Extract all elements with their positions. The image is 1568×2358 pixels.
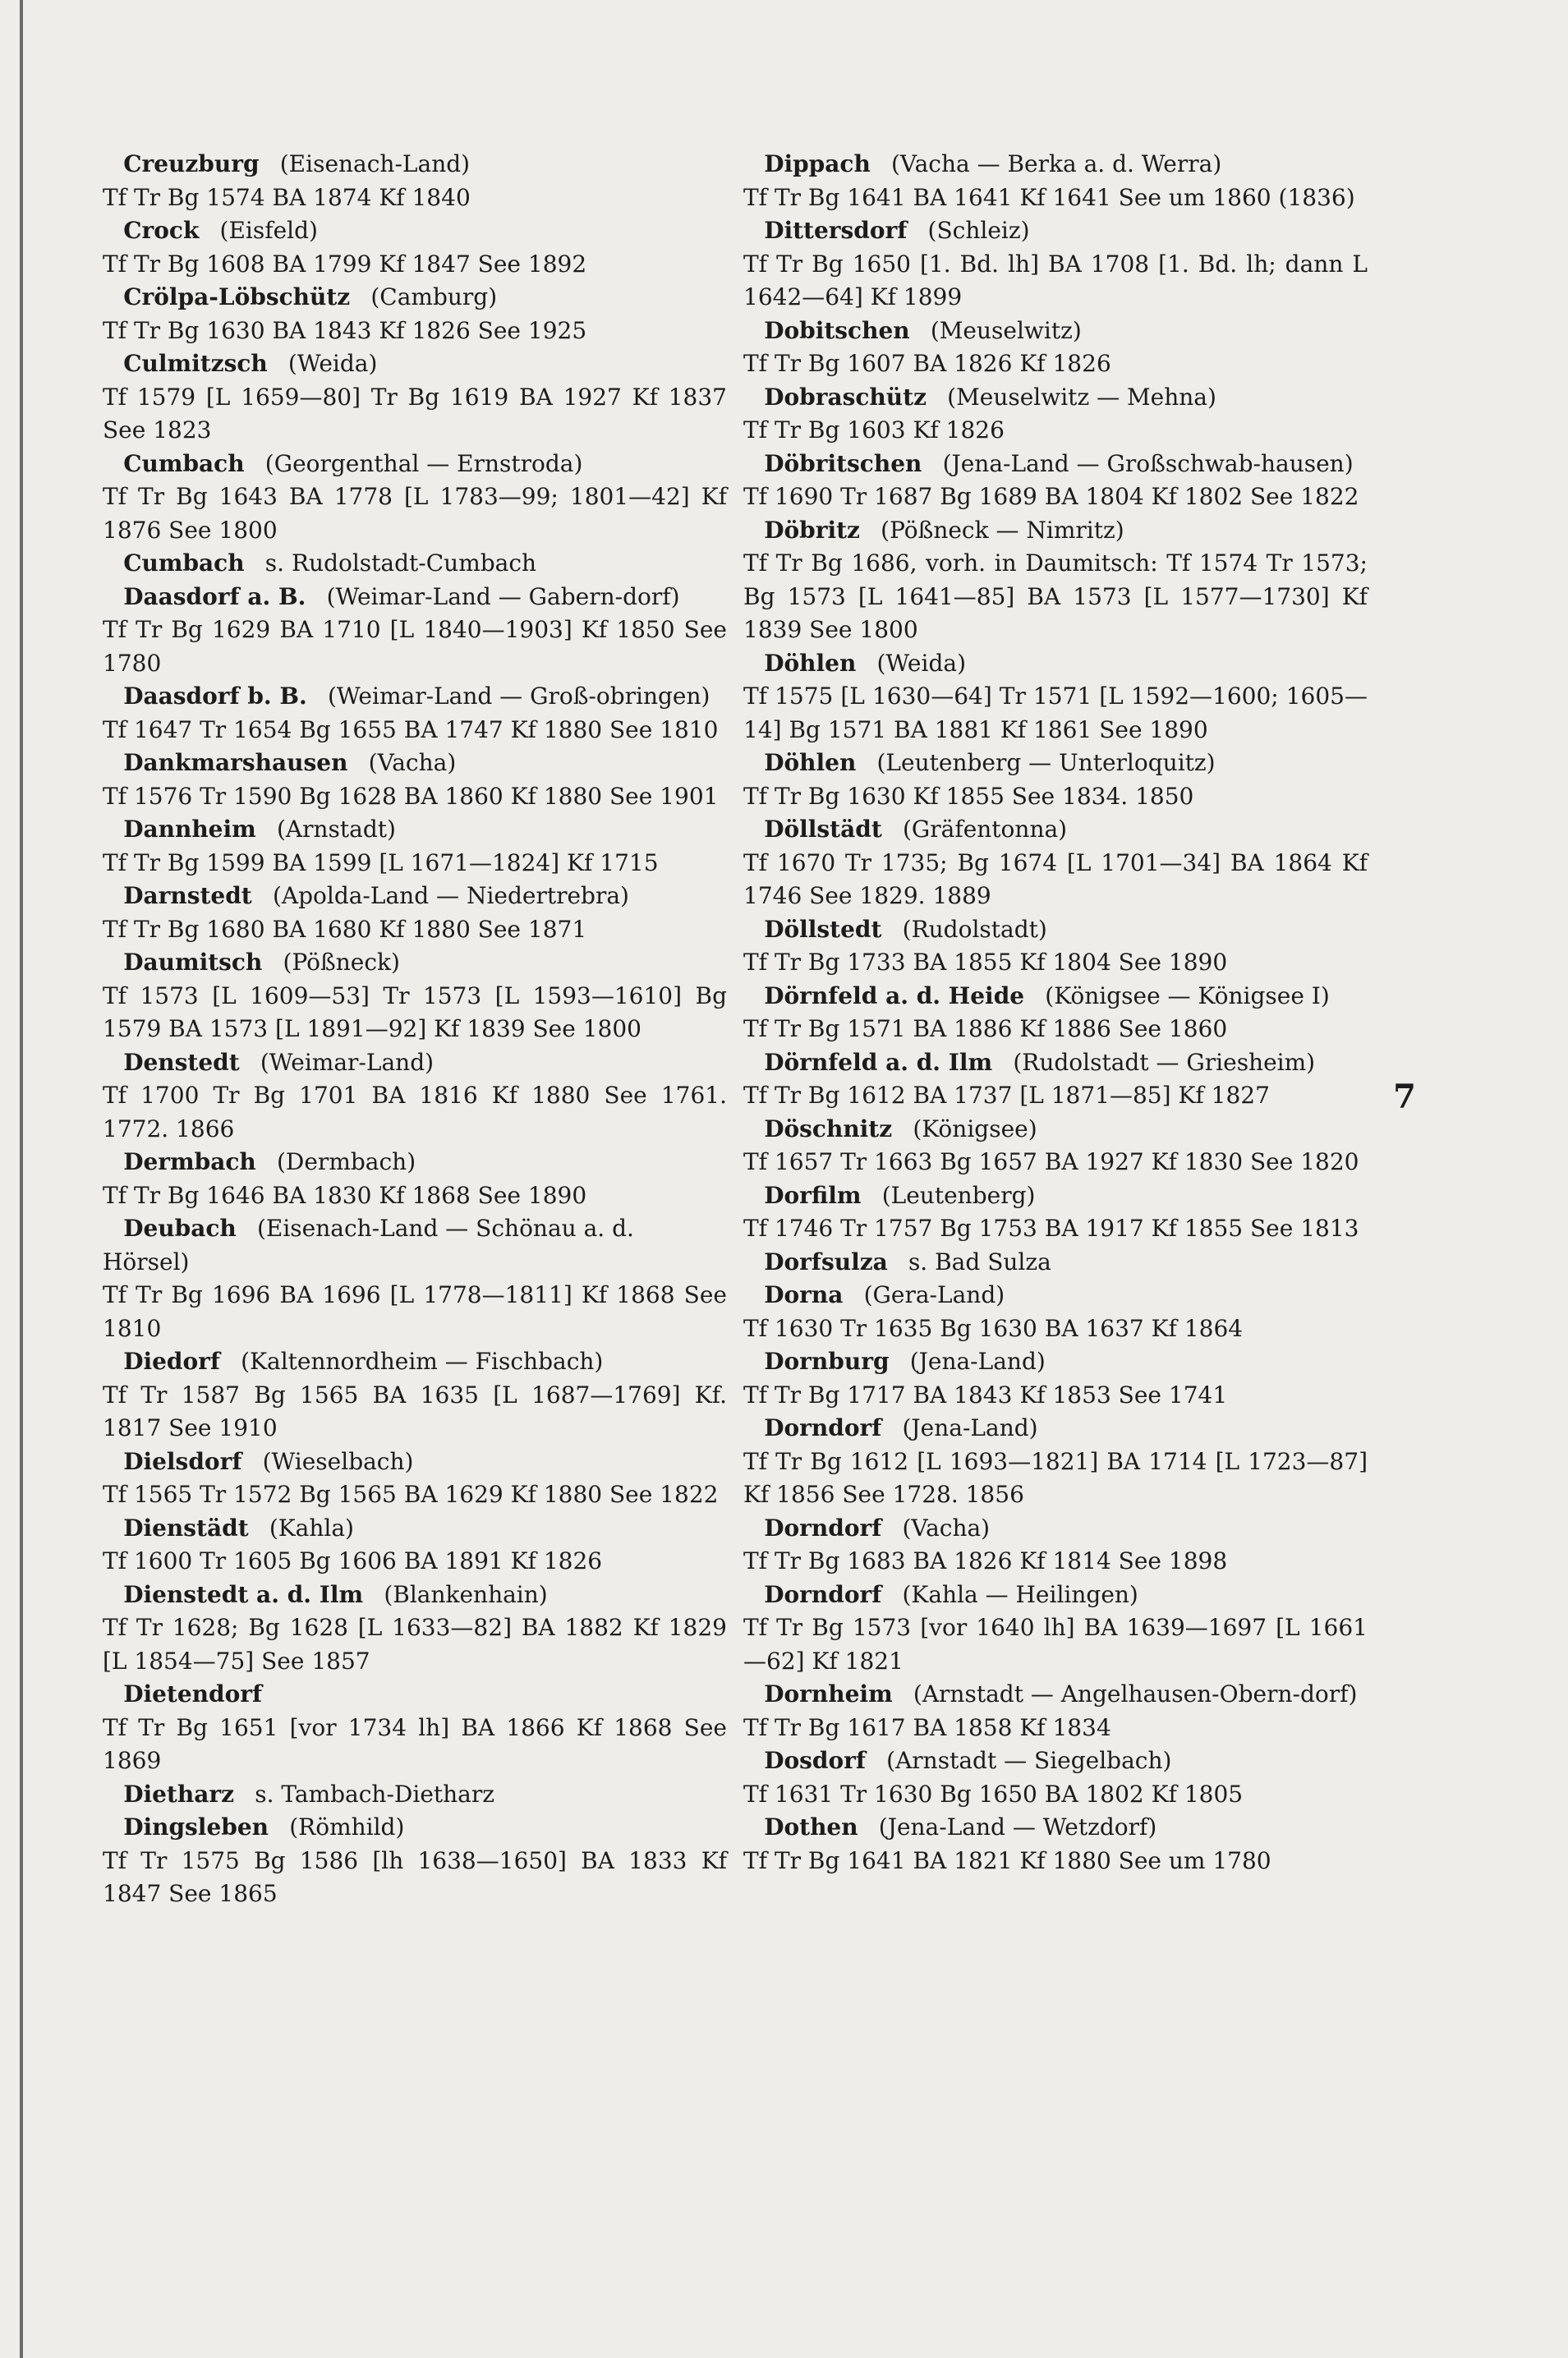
- place-location: (Eisenach-Land — Schönau a. d. Hörsel): [103, 1215, 634, 1276]
- place-location: (Jena-Land — Großschwab-hausen): [942, 449, 1354, 477]
- entry-heading: [743, 1512, 1368, 1546]
- register-entry: [743, 214, 1368, 315]
- record-holdings: Tf Tr Bg 1696 BA 1696 [L 1778—1811] Kf 1868 See 1810: [103, 1281, 727, 1342]
- register-entry: [103, 1678, 727, 1778]
- record-holdings: Tf Tr Bg 1643 BA 1778 [L 1783—99; 1801—42] Kf 1876 See 1800: [103, 483, 727, 544]
- register-entry: [743, 1113, 1368, 1179]
- register-entry: [743, 1811, 1368, 1878]
- place-name: Dörnfeld a. d. Heide: [764, 981, 1025, 1009]
- place-location: (Meuselwitz — Mehna): [947, 383, 1216, 411]
- place-name: Darnstedt: [123, 882, 252, 909]
- place-name: Daasdorf b. B.: [123, 683, 307, 710]
- register-entry: [743, 148, 1368, 214]
- place-name: Dorndorf: [764, 1580, 882, 1608]
- left-column: [103, 148, 727, 1911]
- record-holdings: Tf Tr Bg 1607 BA 1826 Kf 1826: [743, 350, 1111, 377]
- entry-heading: [743, 1744, 1368, 1778]
- record-holdings: Tf 1630 Tr 1635 Bg 1630 BA 1637 Kf 1864: [743, 1314, 1244, 1342]
- place-location: (Arnstadt): [276, 816, 396, 843]
- record-holdings: Tf Tr Bg 1571 BA 1886 Kf 1886 See 1860: [743, 1015, 1228, 1042]
- place-location: (Römhild): [289, 1813, 405, 1841]
- register-entry: [743, 1678, 1368, 1744]
- register-entry: [743, 1412, 1368, 1512]
- place-name: Dittersdorf: [764, 217, 908, 244]
- place-location: (Kahla — Heilingen): [902, 1580, 1138, 1608]
- place-name: Döhlen: [764, 649, 857, 677]
- entry-heading: [743, 1811, 1368, 1845]
- place-location: (Wieselbach): [262, 1447, 414, 1475]
- record-holdings: Tf Tr Bg 1573 [vor 1640 lh] BA 1639—1697 [L 1661—62] Kf 1821: [743, 1614, 1368, 1675]
- place-name: Creuzburg: [123, 150, 260, 177]
- entry-heading: [103, 1512, 727, 1546]
- record-holdings: Tf Tr Bg 1630 Kf 1855 See 1834. 1850: [743, 782, 1194, 810]
- record-holdings: Tf Tr Bg 1680 BA 1680 Kf 1880 See 1871: [103, 915, 587, 943]
- place-location: (Weimar-Land — Gabern-dorf): [326, 582, 680, 610]
- entry-heading: [743, 913, 1368, 947]
- record-holdings: Tf 1576 Tr 1590 Bg 1628 BA 1860 Kf 1880 See 1901: [103, 782, 719, 810]
- entry-heading: [743, 315, 1368, 348]
- entry-heading: [743, 813, 1368, 847]
- place-location: (Camburg): [370, 283, 498, 310]
- entry-heading: [743, 1046, 1368, 1080]
- place-location: (Rudolstadt): [902, 915, 1047, 943]
- record-holdings: Tf 1565 Tr 1572 Bg 1565 BA 1629 Kf 1880 See 1822: [103, 1481, 719, 1508]
- place-name: Dobraschütz: [764, 383, 927, 411]
- register-entry: [103, 1345, 727, 1446]
- place-location: (Eisfeld): [219, 217, 318, 244]
- entry-heading: [743, 1279, 1368, 1312]
- register-entry: [103, 1212, 727, 1345]
- place-name: Döbritschen: [764, 449, 922, 477]
- place-name: Dorna: [764, 1281, 844, 1308]
- register-entry: [743, 1179, 1368, 1246]
- record-holdings: Tf Tr 1575 Bg 1586 [lh 1638—1650] BA 1833 Kf 1847 See 1865: [103, 1846, 727, 1907]
- place-name: Dosdorf: [764, 1747, 866, 1774]
- record-holdings: Tf Tr Bg 1646 BA 1830 Kf 1868 See 1890: [103, 1181, 587, 1209]
- place-name: Dörnfeld a. d. Ilm: [764, 1048, 993, 1076]
- entry-heading: [743, 1246, 1368, 1280]
- place-location: (Vacha): [902, 1514, 991, 1542]
- place-location: (Jena-Land — Wetzdorf): [878, 1813, 1157, 1841]
- entry-heading: [103, 1345, 727, 1379]
- place-location: (Vacha): [368, 749, 457, 776]
- register-entry: [743, 813, 1368, 913]
- record-holdings: Tf Tr Bg 1603 Kf 1826: [743, 416, 1005, 444]
- place-location: (Gera-Land): [863, 1281, 1005, 1308]
- entry-heading: [103, 347, 727, 381]
- place-location: (Arnstadt — Angelhausen-Obern-dorf): [913, 1680, 1358, 1708]
- place-location: (Weimar-Land): [260, 1048, 435, 1076]
- record-holdings: Tf Tr Bg 1612 BA 1737 [L 1871—85] Kf 1827: [743, 1082, 1270, 1109]
- place-name: Döschnitz: [764, 1115, 893, 1142]
- register-entry: [743, 315, 1368, 381]
- place-name: Dermbach: [123, 1148, 256, 1175]
- entry-heading: [103, 581, 727, 614]
- place-location: (Weida): [876, 649, 966, 677]
- entry-heading: [103, 148, 727, 182]
- record-holdings: Tf Tr Bg 1612 [L 1693—1821] BA 1714 [L 1723—87] Kf 1856 See 1728. 1856: [743, 1447, 1368, 1508]
- place-name: Dorndorf: [764, 1414, 882, 1441]
- place-location: (Pößneck — Nimritz): [881, 516, 1124, 544]
- record-holdings: Tf Tr Bg 1608 BA 1799 Kf 1847 See 1892: [103, 250, 587, 278]
- register-entry: [743, 448, 1368, 514]
- record-holdings: Tf 1690 Tr 1687 Bg 1689 BA 1804 Kf 1802 See 1822: [743, 483, 1359, 510]
- entry-heading: [743, 381, 1368, 415]
- register-entry: [743, 381, 1368, 448]
- register-entry: [743, 647, 1368, 747]
- place-name: Dothen: [764, 1813, 858, 1841]
- entry-heading: [743, 1579, 1368, 1612]
- entry-heading: [103, 214, 727, 248]
- place-name: Dorndorf: [764, 1514, 882, 1542]
- register-entry: [743, 1744, 1368, 1811]
- place-location: (Leutenberg): [881, 1181, 1036, 1209]
- register-entry: [743, 1345, 1368, 1412]
- register-entry: [743, 747, 1368, 813]
- register-entry: [103, 1046, 727, 1147]
- place-location: (Blankenhain): [384, 1580, 548, 1608]
- entry-heading: [103, 1046, 727, 1080]
- place-name: Dielsdorf: [123, 1447, 242, 1475]
- place-name: Dippach: [764, 150, 871, 177]
- record-holdings: Tf 1746 Tr 1757 Bg 1753 BA 1917 Kf 1855 See 1813: [743, 1215, 1359, 1242]
- register-entry: [103, 1579, 727, 1679]
- entry-heading: [103, 747, 727, 780]
- record-holdings: Tf Tr Bg 1650 [1. Bd. lh] BA 1708 [1. Bd. lh; dann L 1642—64] Kf 1899: [743, 250, 1368, 310]
- register-entry: [103, 813, 727, 880]
- register-entry: [743, 1046, 1368, 1113]
- entry-heading: [103, 448, 727, 481]
- place-name: Dornburg: [764, 1348, 890, 1375]
- entry-heading: [743, 448, 1368, 481]
- entry-heading: [743, 514, 1368, 548]
- record-holdings: Tf 1579 [L 1659—80] Tr Bg 1619 BA 1927 Kf 1837 See 1823: [103, 383, 727, 444]
- place-location: (Jena-Land): [902, 1414, 1038, 1441]
- entry-heading: [103, 813, 727, 847]
- right-column: [743, 148, 1368, 1878]
- entry-heading: [743, 1113, 1368, 1147]
- place-location: (Schleiz): [927, 217, 1030, 244]
- register-entry: [743, 1246, 1368, 1280]
- register-entry: [103, 1512, 727, 1579]
- entry-heading: [743, 1345, 1368, 1379]
- entry-heading: [743, 647, 1368, 681]
- entry-heading: [743, 980, 1368, 1014]
- place-name: Dienstedt a. d. Ilm: [123, 1580, 364, 1608]
- place-location: (Rudolstadt — Griesheim): [1013, 1048, 1316, 1076]
- entry-heading: [103, 1579, 727, 1612]
- register-entry: [103, 946, 727, 1046]
- register-entry: [743, 514, 1368, 647]
- place-location: (Apolda-Land — Niedertrebra): [272, 882, 629, 909]
- register-entry: [103, 148, 727, 214]
- entry-heading: [103, 1811, 727, 1845]
- record-holdings: Tf Tr 1587 Bg 1565 BA 1635 [L 1687—1769] Kf. 1817 See 1910: [103, 1381, 727, 1441]
- entry-heading: [103, 1446, 727, 1479]
- record-holdings: Tf Tr 1628; Bg 1628 [L 1633—82] BA 1882 Kf 1829 [L 1854—75] See 1857: [103, 1614, 727, 1675]
- place-location: (Georgenthal — Ernstroda): [264, 449, 583, 477]
- page-number: 7: [1393, 1078, 1416, 1116]
- place-location: (Meuselwitz): [930, 316, 1082, 344]
- record-holdings: Tf Tr Bg 1651 [vor 1734 lh] BA 1866 Kf 1868 See 1869: [103, 1713, 727, 1774]
- record-holdings: Tf Tr Bg 1630 BA 1843 Kf 1826 See 1925: [103, 316, 587, 344]
- place-location: s. Tambach-Dietharz: [255, 1780, 495, 1808]
- record-holdings: Tf Tr Bg 1599 BA 1599 [L 1671—1824] Kf 1715: [103, 848, 659, 876]
- record-holdings: Tf 1647 Tr 1654 Bg 1655 BA 1747 Kf 1880 See 1810: [103, 715, 719, 743]
- record-holdings: Tf Tr Bg 1629 BA 1710 [L 1840—1903] Kf 1850 See 1780: [103, 616, 727, 677]
- place-name: Diedorf: [123, 1348, 220, 1375]
- register-entry: [103, 1446, 727, 1512]
- record-holdings: Tf Tr Bg 1686, vorh. in Daumitsch: Tf 1574 Tr 1573; Bg 1573 [L 1641—85] BA 1573 [L 1577—1730] Kf 1839 See 1800: [743, 549, 1368, 643]
- place-name: Dankmarshausen: [123, 749, 348, 776]
- place-name: Dingsleben: [123, 1813, 269, 1841]
- place-name: Culmitzsch: [123, 350, 268, 377]
- place-name: Crölpa-Löbschütz: [123, 283, 351, 310]
- page-edge-shadow: [20, 0, 23, 2358]
- record-holdings: Tf 1670 Tr 1735; Bg 1674 [L 1701—34] BA 1864 Kf 1746 See 1829. 1889: [743, 848, 1368, 909]
- place-location: (Gräfentonna): [902, 816, 1068, 843]
- register-entry: [103, 1778, 727, 1812]
- record-holdings: Tf Tr Bg 1617 BA 1858 Kf 1834: [743, 1713, 1111, 1741]
- place-name: Dornheim: [764, 1680, 893, 1708]
- place-location: (Königsee): [913, 1115, 1037, 1142]
- entry-heading: [743, 747, 1368, 780]
- register-entry: [743, 1579, 1368, 1679]
- record-holdings: Tf Tr Bg 1683 BA 1826 Kf 1814 See 1898: [743, 1547, 1228, 1574]
- register-entry: [103, 1811, 727, 1911]
- entry-heading: [103, 880, 727, 913]
- place-name: Döllstedt: [764, 915, 882, 943]
- place-location: (Jena-Land): [909, 1348, 1046, 1375]
- register-entry: [743, 1512, 1368, 1579]
- place-location: (Weida): [287, 350, 378, 377]
- record-holdings: Tf Tr Bg 1641 BA 1821 Kf 1880 See um 1780: [743, 1846, 1271, 1874]
- entry-heading: [103, 1146, 727, 1179]
- place-name: Dorfilm: [764, 1181, 862, 1209]
- place-name: Dietharz: [123, 1780, 235, 1808]
- record-holdings: Tf 1657 Tr 1663 Bg 1657 BA 1927 Kf 1830 See 1820: [743, 1148, 1359, 1175]
- register-entry: [103, 547, 727, 581]
- register-entry: [103, 347, 727, 448]
- register-entry: [103, 214, 727, 281]
- place-location: (Vacha — Berka a. d. Werra): [891, 150, 1222, 177]
- place-name: Denstedt: [123, 1048, 240, 1076]
- place-name: Döbritz: [764, 516, 860, 544]
- place-name: Cumbach: [123, 549, 245, 577]
- place-location: s. Rudolstadt-Cumbach: [264, 549, 537, 577]
- register-entry: [743, 980, 1368, 1046]
- place-location: (Königsee — Königsee I): [1045, 981, 1330, 1009]
- record-holdings: Tf Tr Bg 1733 BA 1855 Kf 1804 See 1890: [743, 949, 1228, 976]
- place-location: (Pößneck): [283, 949, 400, 976]
- entry-heading: [743, 1678, 1368, 1712]
- register-entry: [103, 281, 727, 347]
- place-name: Dienstädt: [123, 1514, 249, 1542]
- place-name: Döhlen: [764, 749, 857, 776]
- record-holdings: Tf Tr Bg 1641 BA 1641 Kf 1641 See um 1860 (1836): [743, 183, 1355, 211]
- place-name: Dorfsulza: [764, 1248, 888, 1276]
- register-entry: [103, 747, 727, 813]
- entry-heading: [103, 1678, 727, 1712]
- entry-heading: [743, 148, 1368, 182]
- place-name: Dobitschen: [764, 316, 910, 344]
- entry-heading: [743, 1179, 1368, 1213]
- register-entry: [103, 448, 727, 548]
- place-location: (Arnstadt — Siegelbach): [886, 1747, 1172, 1774]
- place-name: Daasdorf a. B.: [123, 582, 306, 610]
- record-holdings: Tf 1631 Tr 1630 Bg 1650 BA 1802 Kf 1805: [743, 1780, 1244, 1808]
- register-entry: [743, 913, 1368, 980]
- place-name: Daumitsch: [123, 949, 263, 976]
- record-holdings: Tf 1700 Tr Bg 1701 BA 1816 Kf 1880 See 1761. 1772. 1866: [103, 1082, 727, 1142]
- place-location: (Weimar-Land — Groß-obringen): [328, 683, 710, 710]
- entry-heading: [103, 946, 727, 980]
- place-name: Dannheim: [123, 816, 256, 843]
- place-name: Dietendorf: [123, 1680, 263, 1708]
- record-holdings: Tf Tr Bg 1717 BA 1843 Kf 1853 See 1741: [743, 1381, 1228, 1409]
- entry-heading: [103, 1212, 727, 1279]
- record-holdings: Tf 1575 [L 1630—64] Tr 1571 [L 1592—1600; 1605—14] Bg 1571 BA 1881 Kf 1861 See 1890: [743, 683, 1368, 743]
- entry-heading: [743, 1412, 1368, 1446]
- place-location: (Kahla): [269, 1514, 354, 1542]
- register-entry: [743, 1279, 1368, 1345]
- place-name: Döllstädt: [764, 816, 882, 843]
- place-location: (Kaltennordheim — Fischbach): [241, 1348, 604, 1375]
- register-entry: [103, 880, 727, 946]
- record-holdings: Tf 1600 Tr 1605 Bg 1606 BA 1891 Kf 1826: [103, 1547, 603, 1574]
- register-entry: [103, 581, 727, 681]
- place-name: Crock: [123, 217, 200, 244]
- entry-heading: [743, 214, 1368, 248]
- record-holdings: Tf 1573 [L 1609—53] Tr 1573 [L 1593—1610] Bg 1579 BA 1573 [L 1891—92] Kf 1839 See 1800: [103, 981, 727, 1042]
- place-name: Deubach: [123, 1215, 237, 1242]
- place-location: (Leutenberg — Unterloquitz): [876, 749, 1216, 776]
- entry-heading: [103, 1778, 727, 1812]
- entry-heading: [103, 547, 727, 581]
- entry-heading: [103, 680, 727, 714]
- record-holdings: Tf Tr Bg 1574 BA 1874 Kf 1840: [103, 183, 471, 211]
- place-location: (Eisenach-Land): [279, 150, 471, 177]
- place-location: s. Bad Sulza: [908, 1248, 1051, 1276]
- register-entry: [103, 1146, 727, 1212]
- place-name: Cumbach: [123, 449, 245, 477]
- place-location: (Dermbach): [276, 1148, 416, 1175]
- register-entry: [103, 680, 727, 747]
- entry-heading: [103, 281, 727, 315]
